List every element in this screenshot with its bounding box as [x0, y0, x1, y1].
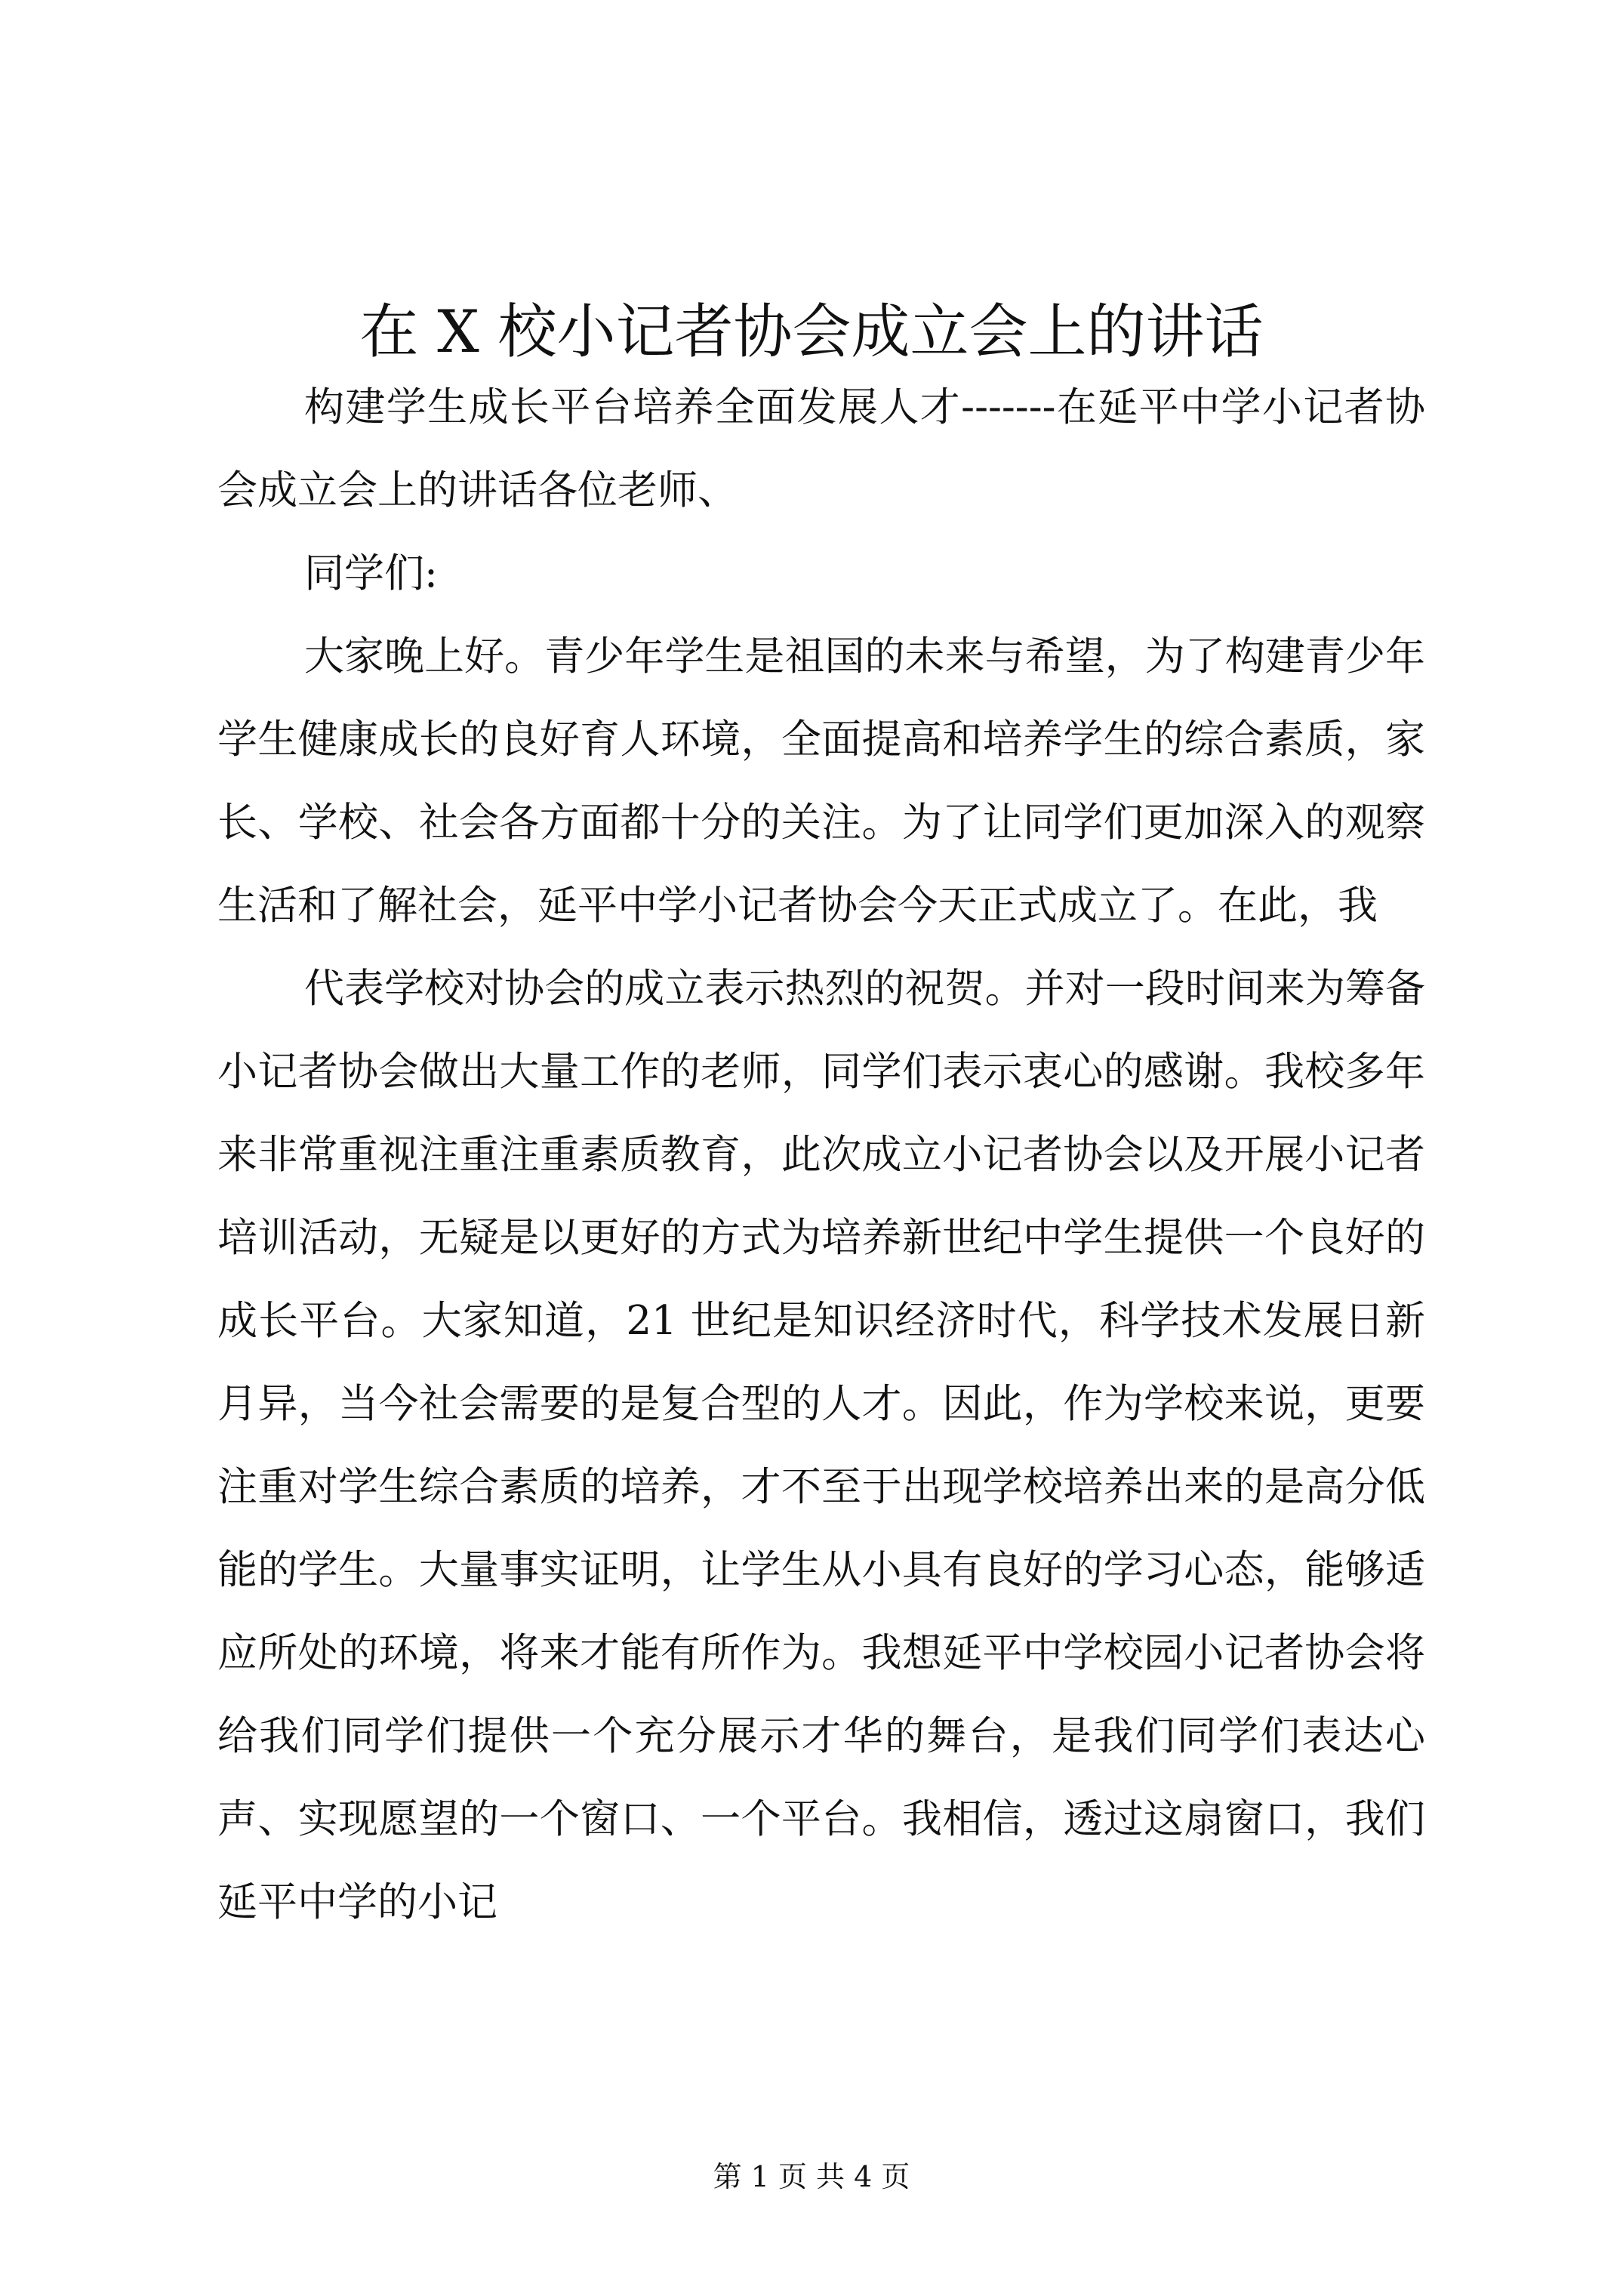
document-title: 在 X 校小记者协会成立会上的讲话 [359, 298, 1264, 366]
paragraph-greeting: 大家晚上好。青少年学生是祖国的未来与希望，为了构建青少年学生健康成长的良好育人环境，全面提高和培养学生的综合素质，家长、学校、社会各方面都十分的关注。为了让同学们更加深入的观察生活和了解社会，延平中学小记者协会今天正式成立了。在此，我 [217, 633, 1425, 929]
paragraph-subtitle: 构建学生成长平台培养全面发展人才-------在延平中学小记者协会成立会上的讲话各位老师、 [217, 384, 1425, 513]
paragraph-salutation: 同学们: [304, 550, 438, 596]
document-body [217, 366, 1425, 1944]
page-footer: 第 1 页 共 4 页 [713, 2160, 910, 2193]
paragraph-main: 代表学校对协会的成立表示热烈的祝贺。并对一段时间来为筹备小记者协会做出大量工作的老师，同学们表示衷心的感谢。我校多年来非常重视注重注重素质教育，此次成立小记者协会以及开展小记者培训活动，无疑是以更好的方式为培养新世纪中学生提供一个良好的成长平台。大家知道，21 世纪是知识经济时代，科学技术发展日新月异，当今社会需要的是复合型的人才。因此，作为学校来说，更要注重对学生综合素质的培养，才不至于出现学校培养出来的是高分低能的学生。大量事实证明，让学生从小具有良好的学习心态，能够适应所处的环境，将来才能有所作为。我想延平中学校园小记者协会将给我们同学们提供一个充分展示才华的舞台，是我们同学们表达心声、实现愿望的一个窗口、一个平台。我相信，透过这扇窗口，我们延平中学的小记 [217, 966, 1425, 1925]
